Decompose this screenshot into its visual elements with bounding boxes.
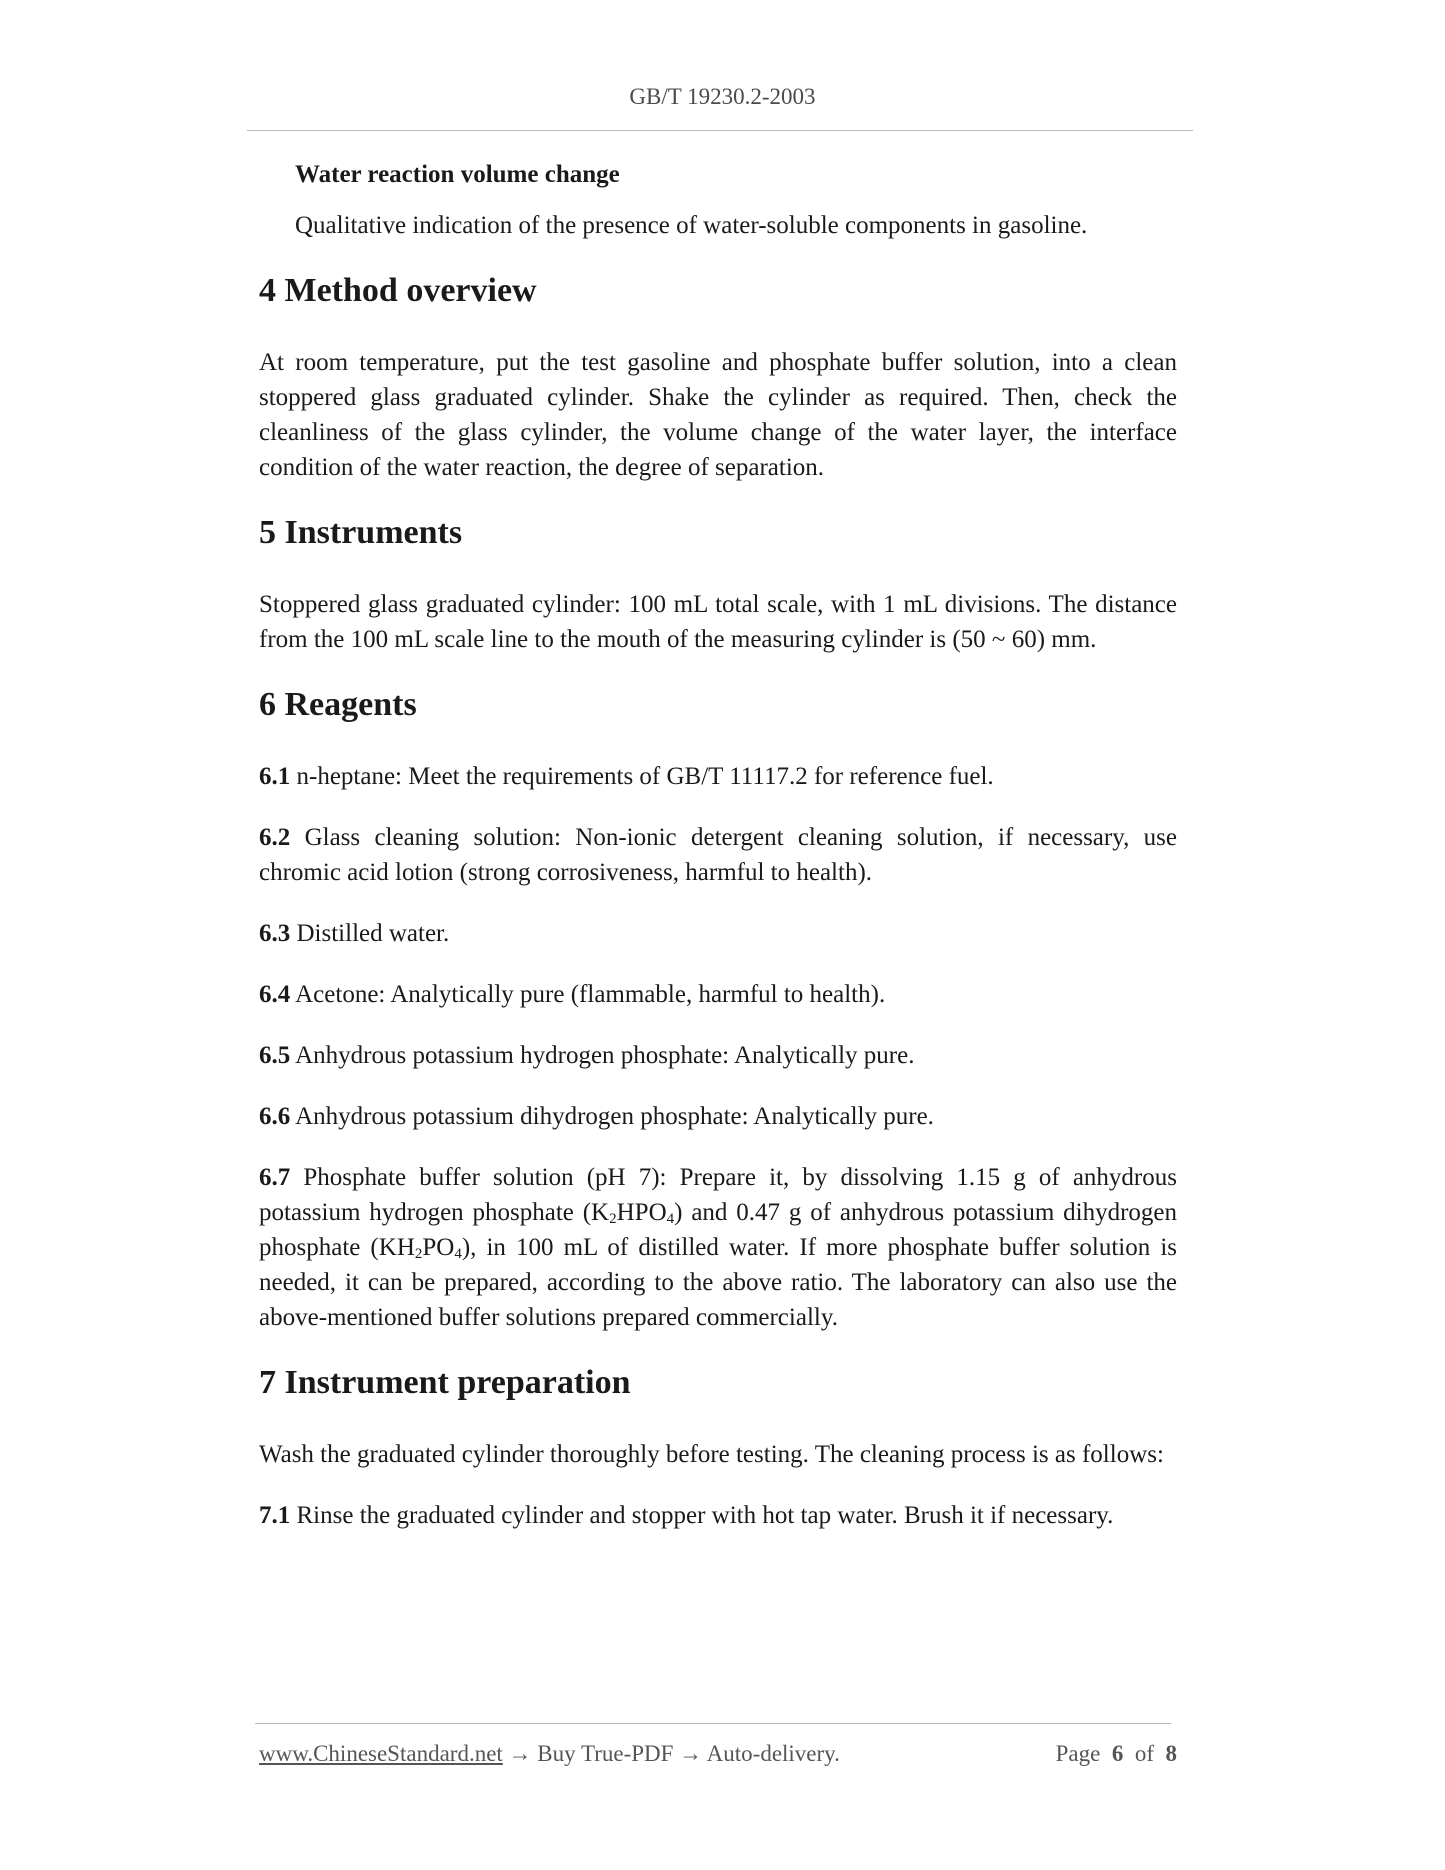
clause-text-part: ), in 100 mL of distilled water. If more phosphate buffer solution is needed, it can be prepared, according to the above ratio. The laboratory can also use the above-mentioned buffer solutions prepared commercially.	[259, 1234, 1177, 1331]
clause-number: 6.7	[259, 1164, 291, 1191]
clause-text: Anhydrous potassium hydrogen phosphate: Analytically pure.	[295, 1042, 915, 1069]
footer-promo: → Buy True-PDF → Auto-delivery.	[502, 1741, 840, 1766]
term-title: Water reaction volume change	[295, 161, 620, 188]
page-of: of	[1134, 1741, 1154, 1766]
subscript: 2	[414, 1246, 423, 1262]
clause-number: 6.2	[259, 824, 291, 851]
clause-number: 6.3	[259, 920, 291, 947]
section-5-title: 5 Instruments	[259, 514, 463, 551]
clause-text-part: ) and 0.47 g of anhydrous potassium dihydrogen phosphate (KH	[259, 1199, 1178, 1261]
clause-text: Rinse the graduated cylinder and stopper with hot tap water. Brush it if necessary.	[296, 1502, 1114, 1529]
page-footer	[259, 1741, 1177, 1767]
clause-number: 6.1	[259, 763, 291, 790]
clause-6-2	[259, 820, 1177, 890]
subscript: 2	[609, 1211, 617, 1227]
page-indicator	[1056, 1741, 1177, 1767]
clause-6-4	[259, 977, 1177, 1012]
header-divider	[247, 130, 1193, 131]
clause-text-part: Phosphate buffer solution (pH 7): Prepare it, by dissolving 1.15 g of anhydrous potassium hydrogen phosphate (K	[259, 1164, 1177, 1226]
document-header: GB/T 19230.2-2003	[629, 84, 816, 109]
term-definition: Qualitative indication of the presence of water-soluble components in gasoline.	[295, 212, 1088, 239]
subscript: 4	[454, 1246, 462, 1262]
page-body	[259, 158, 1177, 1559]
clause-text: n-heptane: Meet the requirements of GB/T 11117.2 for reference fuel.	[296, 763, 994, 790]
section-7-text: Wash the graduated cylinder thoroughly before testing. The cleaning process is as follows:	[259, 1441, 1164, 1468]
clause-text: Distilled water.	[296, 920, 450, 947]
section-5-text: Stoppered glass graduated cylinder: 100 mL total scale, with 1 mL divisions. The distance from the 100 mL scale line to the mouth of the measuring cylinder is (50 ~ 60) mm.	[259, 591, 1177, 653]
footer-divider	[255, 1723, 1171, 1724]
clause-7-1	[259, 1498, 1177, 1533]
clause-text: Anhydrous potassium dihydrogen phosphate: Analytically pure.	[295, 1103, 934, 1130]
clause-text-part: HPO	[616, 1199, 667, 1226]
clause-6-7	[259, 1160, 1177, 1335]
clause-number: 6.4	[259, 981, 291, 1008]
page-current: 6	[1111, 1741, 1124, 1766]
clause-number: 7.1	[259, 1502, 291, 1529]
clause-6-5	[259, 1038, 1177, 1073]
clause-6-3	[259, 916, 1177, 951]
clause-6-6	[259, 1099, 1177, 1134]
section-6-title: 6 Reagents	[259, 686, 417, 723]
section-4-title: 4 Method overview	[259, 272, 537, 309]
subscript: 4	[666, 1211, 675, 1227]
clause-number: 6.6	[259, 1103, 291, 1130]
clause-text: Glass cleaning solution: Non-ionic detergent cleaning solution, if necessary, use chromic acid lotion (strong corrosiveness, harmful to health).	[259, 824, 1178, 886]
clause-number: 6.5	[259, 1042, 291, 1069]
clause-6-1	[259, 759, 1177, 794]
clause-text-part: PO	[422, 1234, 455, 1261]
section-4-text: At room temperature, put the test gasoline and phosphate buffer solution, into a clean stoppered glass graduated cylinder. Shake the cylinder as required. Then, check the cleanliness of the glass cylinder, the volume change of the water layer, the interface condition of the water reaction, the degree of separation.	[259, 349, 1177, 481]
page-total: 8	[1165, 1741, 1177, 1766]
clause-text: Acetone: Analytically pure (flammable, harmful to health).	[295, 981, 886, 1008]
site-link[interactable]: www.ChineseStandard.net	[259, 1741, 503, 1766]
section-7-title: 7 Instrument preparation	[259, 1364, 631, 1401]
page-label: Page	[1055, 1741, 1101, 1766]
